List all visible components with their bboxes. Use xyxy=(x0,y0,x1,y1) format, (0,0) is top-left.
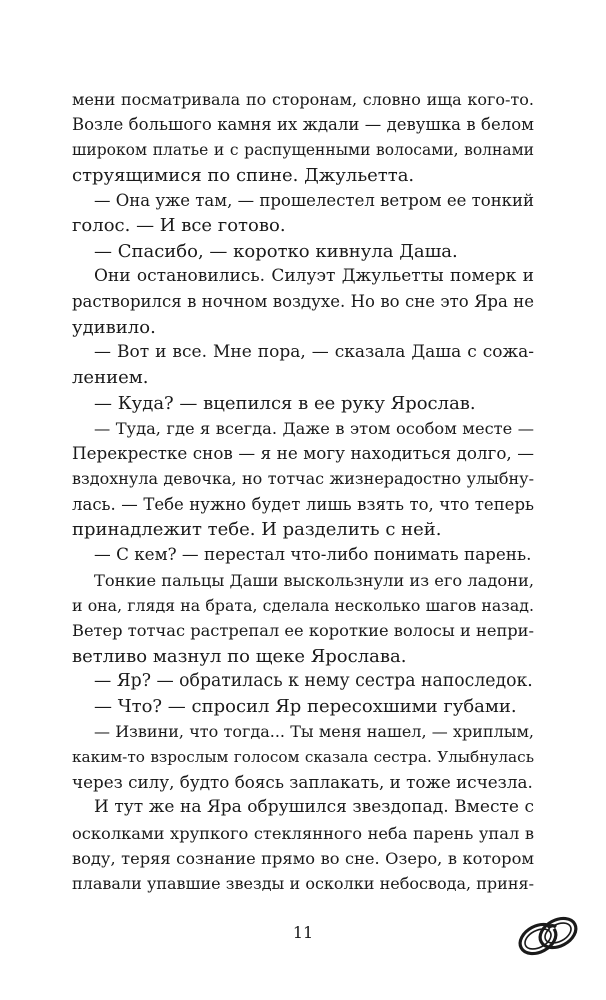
text-line: — Туда, где я всегда. Даже в этом особом месте — xyxy=(94,418,534,438)
text-line: Они остановились. Силуэт Джульетты померк и xyxy=(94,266,534,287)
text-line: голос. — И все готово. xyxy=(72,215,286,237)
text-line: плавали упавшие звезды и осколки небосвода, приня- xyxy=(72,874,534,894)
text-line: Возле большого камня их ждали — девушка в белом xyxy=(72,115,534,135)
text-line: струящимися по спине. Джульетта. xyxy=(72,164,415,186)
body-text xyxy=(72,87,534,897)
text-line: широком платье и с распущенными волосами, волнами xyxy=(72,140,534,159)
text-line: воду, теряя сознание прямо во сне. Озеро, в котором xyxy=(72,848,534,868)
text-line: — Извини, что тогда... Ты меня нашел, — хриплым, xyxy=(94,722,534,742)
text-line: — Она уже там, — прошелестел ветром ее тонкий xyxy=(94,191,534,211)
text-line: — Спасибо, — коротко кивнула Даша. xyxy=(94,240,458,262)
page-number: 11 xyxy=(292,923,314,942)
text-line: — Что? — спросил Яр пересохшими губами. xyxy=(94,696,517,718)
text-line: — Яр? — обратилась к нему сестра напоследок. xyxy=(94,670,533,691)
text-line: растворился в ночном воздухе. Но во сне это Яра не xyxy=(72,292,534,312)
text-line: Ветер тотчас растрепал ее короткие волосы и непри- xyxy=(72,621,534,641)
text-line: осколками хрупкого стеклянного неба парень упал в xyxy=(72,823,534,843)
text-line: через силу, будто боясь заплакать, и тоже исчезла. xyxy=(72,772,533,793)
text-line: ветливо мазнул по щеке Ярослава. xyxy=(72,645,407,667)
text-line: — С кем? — перестал что-либо понимать парень. xyxy=(94,544,532,565)
text-line: каким-то взрослым голосом сказала сестра. Улыбнулась xyxy=(72,747,534,766)
text-line: и она, глядя на брата, сделала несколько шагов назад. xyxy=(72,595,534,615)
text-line: вздохнула девочка, но тотчас жизнерадостно улыбну- xyxy=(72,469,534,489)
text-line: лением. xyxy=(72,367,149,389)
text-line: лась. — Тебе нужно будет лишь взять то, что теперь xyxy=(72,494,534,514)
text-line: Тонкие пальцы Даши выскользнули из его ладони, xyxy=(94,570,534,590)
text-line: И тут же на Яра обрушился звездопад. Вместе с xyxy=(94,797,534,818)
text-line: принадлежит тебе. И разделить с ней. xyxy=(72,519,442,541)
text-line: мени посматривала по сторонам, словно ища кого-то. xyxy=(72,90,534,109)
text-line: удивило. xyxy=(72,316,156,338)
text-line: — Куда? — вцепился в ее руку Ярослав. xyxy=(94,392,476,414)
text-line: Перекрестке снов — я не могу находиться долго, — xyxy=(72,443,534,464)
text-line: — Вот и все. Мне пора, — сказала Даша с сожа- xyxy=(94,341,534,362)
wedding-rings-icon xyxy=(510,905,586,965)
